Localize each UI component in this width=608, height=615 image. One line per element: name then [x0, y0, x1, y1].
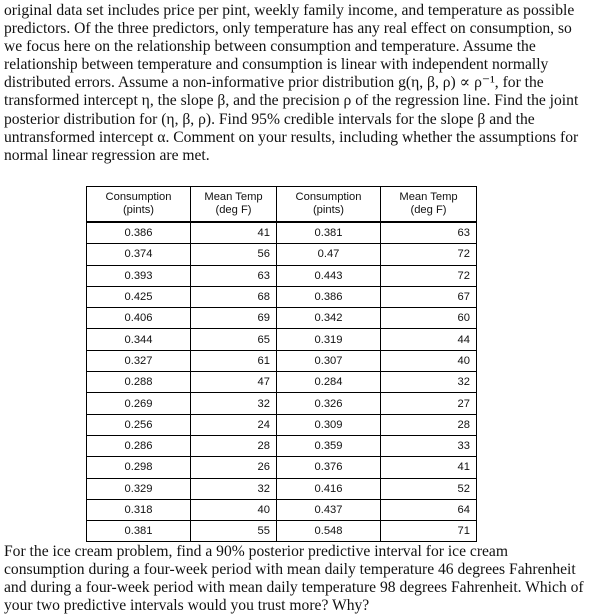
- table-cell: 0.307: [277, 350, 381, 371]
- header-consumption-2: Consumption (pints): [277, 187, 381, 223]
- text-line: normal linear regression are met.: [4, 146, 210, 164]
- text-line: consumption during a four-week period with mean daily temperature 46 degrees Fahrenheit: [4, 561, 576, 579]
- text-line: we focus here on the relationship between consumption and temperature. Assume the: [4, 38, 536, 56]
- table-cell: 0.326: [277, 393, 381, 414]
- header-mean-temp-1: Mean Temp (deg F): [191, 187, 277, 223]
- table-cell: 72: [381, 265, 477, 286]
- table-cell: 64: [381, 499, 477, 520]
- table-cell: 0.288: [87, 372, 191, 393]
- table-row: [87, 457, 477, 478]
- table-row: [87, 521, 477, 542]
- table-cell: 68: [191, 286, 277, 307]
- table-cell: 61: [191, 350, 277, 371]
- table-cell: 41: [381, 457, 477, 478]
- table-cell: 0.359: [277, 435, 381, 456]
- table-row: [87, 265, 477, 286]
- table-cell: 0.386: [277, 286, 381, 307]
- text-line: For the ice cream problem, find a 90% posterior predictive interval for ice cream: [4, 543, 508, 560]
- table-cell: 0.406: [87, 308, 191, 329]
- table-cell: 63: [381, 222, 477, 244]
- table-row: [87, 372, 477, 393]
- text-line: and during a four-week period with mean daily temperature 98 degrees Fahrenheit. Which of: [4, 579, 584, 597]
- table-cell: 32: [191, 478, 277, 499]
- table-cell: 0.381: [277, 222, 381, 244]
- table-cell: 0.298: [87, 457, 191, 478]
- table-cell: 0.416: [277, 478, 381, 499]
- table-cell: 0.319: [277, 329, 381, 350]
- table-cell: 0.318: [87, 499, 191, 520]
- text-line: your two predictive intervals would you trust more? Why?: [4, 597, 370, 615]
- table-cell: 41: [191, 222, 277, 244]
- table-cell: 0.344: [87, 329, 191, 350]
- table-cell: 0.376: [277, 457, 381, 478]
- table-cell: 71: [381, 521, 477, 542]
- text-line: predictors. Of the three predictors, only temperature has any real effect on consumption, so: [4, 20, 572, 38]
- table-cell: 28: [381, 414, 477, 435]
- table-cell: 72: [381, 244, 477, 265]
- table-cell: 28: [191, 435, 277, 456]
- table-cell: 0.437: [277, 499, 381, 520]
- table-cell: 0.309: [277, 414, 381, 435]
- table-cell: 0.548: [277, 521, 381, 542]
- text-line: transformed intercept η, the slope β, and the precision ρ of the regression line. Find the joint: [4, 92, 579, 110]
- table-row: [87, 350, 477, 371]
- table-cell: 27: [381, 393, 477, 414]
- text-line: posterior distribution for (η, β, ρ). Find 95% credible intervals for the slope β and the: [4, 110, 535, 128]
- table-cell: 52: [381, 478, 477, 499]
- table-cell: 0.374: [87, 244, 191, 265]
- table-cell: 63: [191, 265, 277, 286]
- table-cell: 0.284: [277, 372, 381, 393]
- table-cell: 0.342: [277, 308, 381, 329]
- table-cell: 32: [191, 393, 277, 414]
- table-cell: 0.286: [87, 435, 191, 456]
- table-cell: 0.47: [277, 244, 381, 265]
- table-row: [87, 478, 477, 499]
- table-row: [87, 499, 477, 520]
- table-row: [87, 435, 477, 456]
- table-cell: 60: [381, 308, 477, 329]
- question-paragraph: [4, 543, 604, 615]
- table-row: [87, 308, 477, 329]
- table-cell: 33: [381, 435, 477, 456]
- table-cell: 67: [381, 286, 477, 307]
- table-cell: 55: [191, 521, 277, 542]
- header-consumption-1: Consumption (pints): [87, 187, 191, 223]
- table-header-row: [87, 187, 477, 223]
- table-row: [87, 286, 477, 307]
- table-cell: 0.269: [87, 393, 191, 414]
- problem-paragraph: [4, 2, 604, 165]
- data-table-container: [86, 186, 476, 542]
- table-cell: 0.443: [277, 265, 381, 286]
- data-table: [86, 186, 477, 542]
- header-mean-temp-2: Mean Temp (deg F): [381, 187, 477, 223]
- table-cell: 56: [191, 244, 277, 265]
- text-line: untransformed intercept α. Comment on your results, including whether the assumptions for: [4, 128, 579, 146]
- table-cell: 44: [381, 329, 477, 350]
- table-row: [87, 393, 477, 414]
- table-cell: 0.386: [87, 222, 191, 244]
- table-cell: 0.393: [87, 265, 191, 286]
- table-cell: 0.329: [87, 478, 191, 499]
- table-cell: 0.256: [87, 414, 191, 435]
- text-line: original data set includes price per pint, weekly family income, and temperature as possible: [4, 2, 575, 19]
- table-cell: 47: [191, 372, 277, 393]
- table-cell: 24: [191, 414, 277, 435]
- table-cell: 40: [381, 350, 477, 371]
- table-cell: 69: [191, 308, 277, 329]
- table-cell: 32: [381, 372, 477, 393]
- table-cell: 26: [191, 457, 277, 478]
- table-cell: 0.381: [87, 521, 191, 542]
- table-cell: 0.327: [87, 350, 191, 371]
- table-row: [87, 329, 477, 350]
- text-line: distributed errors. Assume a non-informative prior distribution g(η, β, ρ) ∝ ρ⁻¹, for the: [4, 74, 544, 92]
- table-cell: 0.425: [87, 286, 191, 307]
- table-cell: 40: [191, 499, 277, 520]
- text-line: relationship between temperature and consumption is linear with independent normally: [4, 56, 549, 74]
- table-row: [87, 414, 477, 435]
- table-row: [87, 244, 477, 265]
- table-cell: 65: [191, 329, 277, 350]
- table-row: [87, 222, 477, 244]
